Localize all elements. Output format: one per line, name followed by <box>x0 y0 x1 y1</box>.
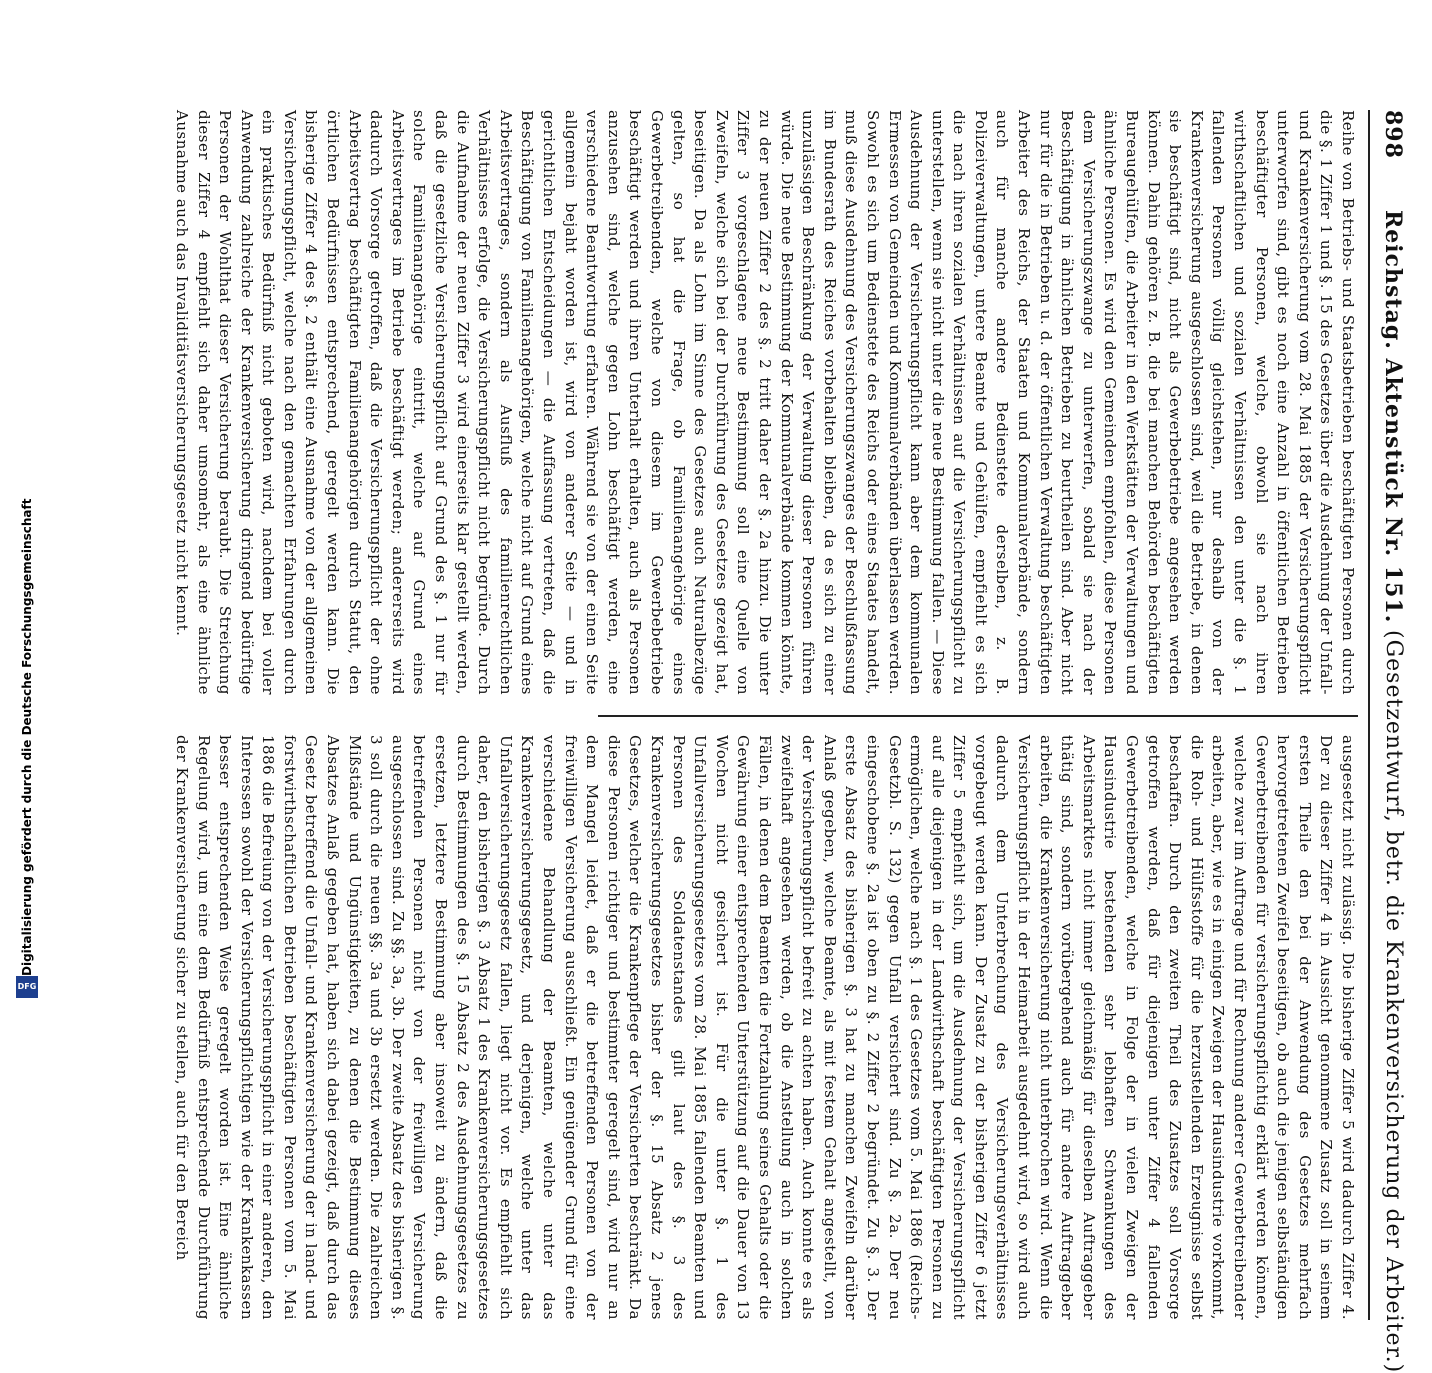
running-title-continued: (Gesetzentwurf, betr. die Krankenversicherung der Arbeiter.) <box>1381 630 1406 1373</box>
credit-text: Digitalisierung gefördert durch die Deutsche Forschungsgemeinschaft <box>20 498 34 976</box>
column-divider <box>598 715 1358 717</box>
text-column-left: Reihe von Betriebs- und Staatsbetrieben beschäftigten Personen durch die §. 1 Ziffer 1 und §. 15 des Gesetzes über die Ausdehnung der Unfall- und Krankenversicherung vom 28. Mai 1885 der Versicherungspflicht unterworfen sind, gibt es noch eine Anzahl in öffentlichen Betrieben beschäftigter Personen, welche, obwohl sie nach ihren wirthschaftlichen und sozialen Verhältnissen den unter die §. 1 fallenden Personen völlig gleichstehen, nur deshalb von der Krankenversicherung ausgeschlossen sind, weil die Betriebe, in denen sie beschäftigt sind, nicht als Gewerbebetriebe angesehen werden können. Dahin gehören z. B. die bei manchen Behörden beschäftigten Bureaugehülfen, die Arbeiter in den Werkstätten der Verwaltungen und ähnliche Personen. Es wird den Gemeinden empfohlen, diese Personen dem Versicherungszwange zu unterwerfen, sobald sie nach der Beschäftigung in ähnlichen Betrieben zu beurtheilen sind. Aber nicht nur für die in Betrieben u. d. der öffentlichen Verwaltung beschäftigten Arbeiter des Reichs, der Staaten und Kommunalverbände, sondern auch für manche andere Bedienstete derselben, z. B. Polizeiverwaltungen, untere Beamte und Gehülfen, empfiehlt es sich die nach ihren sozialen Verhältnissen auf die Versicherungspflicht zu unterstellen, wenn sie nicht unter die neue Bestimmung fallen. — Diese Ausdehnung der Versicherungspflicht kann aber dem kommunalen Ermessen von Gemeinden und Kommunalverbänden überlassen werden. Sowohl es sich um Bedienstete des Reichs oder eines Staates handelt, muß diese Ausdehnung des Versicherungszwanges der Beschlußfassung im Bundesrath des Reiches vorbehalten bleiben, da es sich zu einer unzulässigen Beschränkung der Verwaltung dieser Personen führen würde. Die neue Bestimmung der Kommunalverbände kommen könnte, zu der neuen Ziffer 2 des §. 2 tritt daher der §. 2a hinzu. Die unter Ziffer 3 vorgeschlagene neue Bestimmung soll eine Quelle von Zweifeln, welche sich bei der Durchführung des Gesetzes gezeigt hat, beseitigen. Da als Lohn im Sinne des Gesetzes auch Naturalbezüge gelten, so hat die Frage, ob Familienangehörige eines Gewerbetreibenden, welche von diesem im Gewerbebetriebe beschäftigt werden und ihren Unterhalt erhalten, auch als Personen anzusehen sind, welche gegen Lohn beschäftigt werden, eine verschiedene Beantwortung erfahren. Während sie von der einen Seite allgemein bejaht worden ist, wird von anderer Seite — und in gerichtlichen Entscheidungen — die Auffassung vertreten, daß die Beschäftigung von Familienangehörigen, welche nicht auf Grund eines Arbeitsvertrages, sondern als Ausfluß des familienrechtlichen Verhältnisses erfolge, die Versicherungspflicht nicht begründe. Durch die Aufnahme der neuen Ziffer 3 wird einerseits klar gestellt werden, daß die gesetzliche Versicherungspflicht auf Grund des §. 1 nur für solche Familienangehörige eintritt, welche auf Grund eines Arbeitsvertrages im Betriebe beschäftigt werden; andererseits wird dadurch Vorsorge getroffen, daß die Versicherungspflicht der ohne Arbeitsvertrag beschäftigten Familienangehörigen durch Statut, den örtlichen Bedürfnissen entsprechend, geregelt werden kann. Die bisherige Ziffer 4 des §. 2 enthält eine Ausnahme von der allgemeinen Versicherungspflicht, welche nach den gemachten Erfahrungen durch ein praktisches Bedürfniß nicht geboten wird, nachdem bei voller Anwendung zahlreiche der Krankenversicherung dringend bedürftige Personen der Wohlthat dieser Versicherung beraubt. Die Streichung dieser Ziffer 4 empfiehlt sich daher umsomehr, als eine ähnliche Ausnahme auch das Invaliditätsversicherungsgesetz nicht kennt. <box>172 110 1357 695</box>
running-title: Reichstag. Aktenstück Nr. 151. <box>1380 210 1406 624</box>
header-rule <box>1368 110 1370 1320</box>
page-header <box>1374 110 1410 1373</box>
rotated-document-page <box>110 70 1410 1373</box>
dfg-logo-icon: DFG <box>16 976 38 998</box>
digitization-credit <box>14 14 40 991</box>
text-column-right: ausgesetzt nicht zulässig. Die bisherige Ziffer 5 wird dadurch Ziffer 4. Der zu dieser Ziffer 4 in Aussicht genommene Zusatz soll in seinem ersten Theile den bei der Anwendung des Gesetzes mehrfach hervorgetretenen Zweifel beseitigen, ob auch die jenigen selbständigen Gewerbetreibenden für versicherungspflichtig erklärt werden können, welche zwar im Auftrage und für Rechnung anderer Gewerbetreibender arbeiten, aber, wie es in einigen Zweigen der Hausindustrie vorkommt, die Roh- und Hülfsstoffe für die herzustellenden Erzeugnisse selbst beschaffen. Durch den zweiten Theil des Zusatzes soll Vorsorge getroffen werden, daß für diejenigen unter Ziffer 4 fallenden Gewerbetreibenden, welche in Folge der in vielen Zweigen der Hausindustrie bestehenden sehr lebhaften Schwankungen des Arbeitsmarktes nicht immer gleichmäßig für dieselben Auftraggeber thätig sind, sondern vorübergehend auch für andere Auftraggeber arbeiten, die Krankenversicherung nicht unterbrochen wird. Wenn die Versicherungspflicht in der Heimarbeit ausgedehnt wird, so wird auch dadurch dem Unterbrechung des Versicherungsverhältnisses vorgebeugt werden kann. Der Zusatz zu der bisherigen Ziffer 6 jetzt Ziffer 5 empfiehlt sich, um die Ausdehnung der Versicherungspflicht auf alle diejenigen in der Landwirthschaft beschäftigten Personen zu ermöglichen, welche nach §. 1 des Gesetzes vom 5. Mai 1886 (Reichs-Gesetzbl. S. 132) gegen Unfall versichert sind. Zu §. 2a. Der neu eingeschobene §. 2a ist oben zu §. 2 Ziffer 2 begründet. Zu §. 3. Der erste Absatz des bisherigen §. 3 hat zu manchen Zweifeln darüber Anlaß gegeben, welche Beamte, als mit festem Gehalt angestellt, von der Versicherungspflicht befreit zu achten haben. Auch konnte es als zweifelhaft angesehen werden, ob die Anstellung auch in solchen Fällen, in denen dem Beamten die Fortzahlung seines Gehalts oder die Gewährung einer entsprechenden Unterstützung auf die Dauer von 13 Wochen nicht gesichert ist. Für die unter §. 1 des Unfallversicherungsgesetzes vom 28. Mai 1885 fallenden Beamten und Personen des Soldatenstandes gilt laut des §. 3 des Krankenversicherungsgesetzes bisher der §. 15 Absatz 2 jenes Gesetzes, welcher die Krankenpflege der Versicherten beschränkt. Da diese Personen richtiger und bestimmter geregelt sind, wird nur an dem Mangel leidet, daß er die betreffenden Personen von der freiwilligen Versicherung ausschließt. Ein genügender Grund für eine verschiedene Behandlung der Beamten, welche unter das Krankenversicherungsgesetz, und derjenigen, welche unter das Unfallversicherungsgesetz fallen, liegt nicht vor. Es empfiehlt sich daher, den bisherigen §. 3 Absatz 1 des Krankenversicherungsgesetzes durch Bestimmungen des §. 15 Absatz 2 des Ausdehnungsgesetzes zu ersetzen, letztere Bestimmung aber insoweit zu ändern, daß die betreffenden Personen nicht von der freiwilligen Versicherung ausgeschlossen sind. Zu §§. 3a, 3b. Der zweite Absatz des bisherigen §. 3 soll durch die neuen §§. 3a und 3b ersetzt werden. Die zahlreichen Mißstände und Ungünstigkeiten, zu denen die Bestimmung dieses Absatzes Anlaß gegeben hat, haben sich dabei gezeigt, daß durch das Gesetz betreffend die Unfall- und Krankenversicherung der in land- und forstwirthschaftlichen Betrieben beschäftigten Personen vom 5. Mai 1886 die Befreiung von der Versicherungspflicht in einer anderen, den Interessen sowohl der Versicherungspflichtigen wie der Krankenkassen besser entsprechenden Weise geregelt worden ist. Eine ähnliche Regelung wird, um eine dem Bedürfniß entsprechende Durchführung der Krankenversicherung sicher zu stellen, auch für den Bereich <box>172 735 1357 1320</box>
page-number: 898 <box>1380 110 1406 159</box>
